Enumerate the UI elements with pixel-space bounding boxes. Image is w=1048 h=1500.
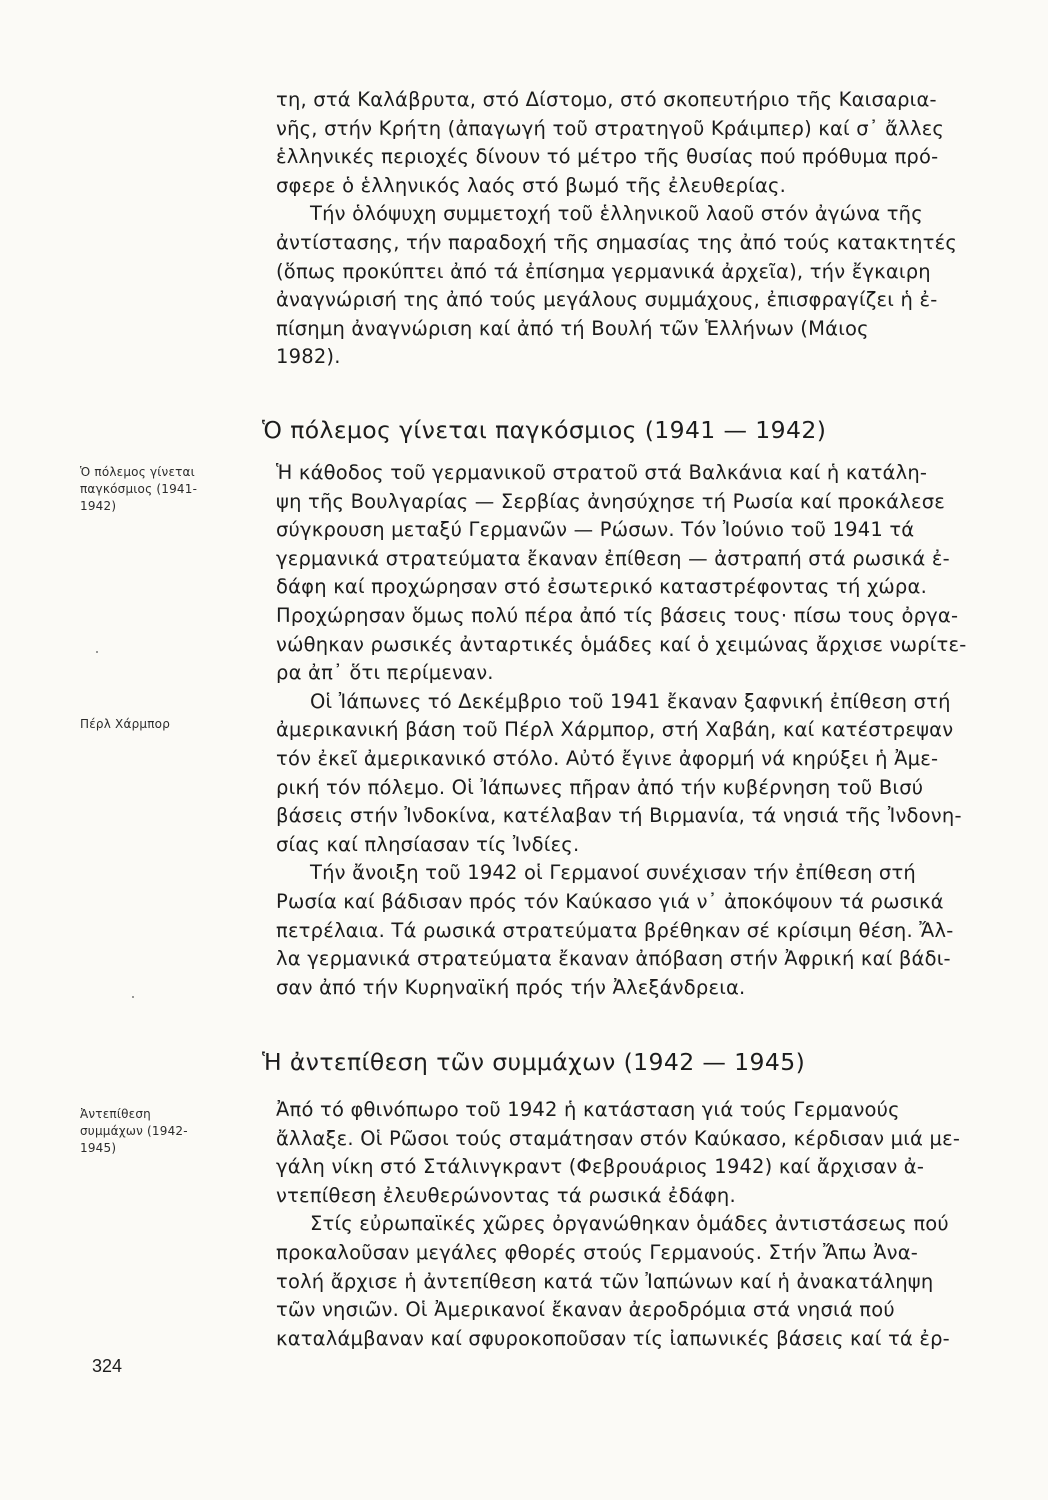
text-line: σαν ἀπό τήν Κυρηναϊκή πρός τήν Ἀλεξάνδρεια.: [276, 975, 746, 999]
text-line: ἄλλαξε. Οἱ Ρῶσοι τούς σταμάτησαν στόν Καύκασο, κέρδισαν μιά με-: [276, 1126, 961, 1150]
print-speck: [96, 651, 98, 653]
text-line: σίας καί πλησίασαν τίς Ἰνδίες.: [276, 832, 580, 856]
page-number: 324: [92, 1356, 123, 1376]
text-line: βάσεις στήν Ἰνδοκίνα, κατέλαβαν τή Βιρμανία, τά νησιά τῆς Ἰνδονη-: [276, 804, 962, 828]
text-line: Προχώρησαν ὅμως πολύ πέρα ἀπό τίς βάσεις τους· πίσω τους ὀργα-: [276, 603, 959, 627]
text-line: γερμανικά στρατεύματα ἔκαναν ἐπίθεση — ἀστραπή στά ρωσικά ἐ-: [276, 546, 950, 570]
text-line: πίσημη ἀναγνώριση καί ἀπό τή Βουλή τῶν Ἑλλήνων (Μάιος: [276, 316, 869, 340]
text-line: γάλη νίκη στό Στάλινγκραντ (Φεβρουάριος 1942) καί ἄρχισαν ἀ-: [276, 1155, 925, 1179]
text-line: τη, στά Καλάβρυτα, στό Δίστομο, στό σκοπευτήριο τῆς Καισαρια-: [276, 88, 937, 111]
text-line: ἀναγνώρισή της ἀπό τούς μεγάλους συμμάχους, ἐπισφραγίζει ἡ ἐ-: [276, 288, 938, 312]
text-line: ψη τῆς Βουλγαρίας — Σερβίας ἀνησύχησε τή Ρωσία καί προκάλεσε: [276, 489, 946, 513]
text-line: σφερε ὁ ἑλληνικός λαός στό βωμό τῆς ἐλευθερίας.: [276, 173, 787, 197]
text-line: Ἀπό τό φθινόπωρο τοῦ 1942 ἡ κατάσταση γιά τούς Γερμανούς: [276, 1098, 900, 1121]
margin-note-pearl-harbor: [80, 716, 240, 733]
text-line: ἀντίστασης, τήν παραδοχή τῆς σημασίας της ἀπό τούς κατακτητές: [276, 230, 957, 254]
text-line: (ὅπως προκύπτει ἀπό τά ἐπίσημα γερμανικά ἀρχεῖα), τήν ἔγκαιρη: [276, 259, 931, 283]
text-line: Οἱ Ἰάπωνες τό Δεκέμβριο τοῦ 1941 ἔκαναν ξαφνική ἐπίθεση στή: [310, 689, 951, 713]
text-line: τόν ἐκεῖ ἀμερικανικό στόλο. Αὐτό ἔγινε ἀφορμή νά κηρύξει ἡ Ἀμε-: [276, 746, 939, 770]
text-line: ἑλληνικές περιοχές δίνουν τό μέτρο τῆς θυσίας πού πρόθυμα πρό-: [276, 145, 939, 169]
text-line: λα γερμανικά στρατεύματα ἔκαναν ἀπόβαση στήν Ἀφρική καί βάδι-: [276, 947, 951, 971]
text-line: νώθηκαν ρωσικές ἀνταρτικές ὁμάδες καί ὁ χειμώνας ἄρχισε νωρίτε-: [276, 632, 967, 656]
text-line: Τήν ὁλόψυχη συμμετοχή τοῦ ἑλληνικοῦ λαοῦ στόν ἀγώνα τῆς: [310, 202, 923, 226]
section-1-body: [276, 459, 1012, 1002]
text-line: πετρέλαια. Τά ρωσικά στρατεύματα βρέθηκαν σέ κρίσιμη θέση. Ἄλ-: [276, 918, 954, 942]
text-line: ρα ἀπ᾽ ὅτι περίμεναν.: [276, 661, 494, 685]
print-speck: [132, 996, 134, 998]
text-line: Ρωσία καί βάδισαν πρός τόν Καύκασο γιά ν᾽ ἀποκόψουν τά ρωσικά: [276, 889, 944, 913]
margin-note-line: παγκόσμιος (1941-: [80, 482, 198, 496]
text-line: προκαλοῦσαν μεγάλες φθορές στούς Γερμανούς. Στήν Ἄπω Ἀνα-: [276, 1240, 919, 1264]
section-heading-counteroffensive: Ἡ ἀντεπίθεση τῶν συμμάχων (1942 — 1945): [262, 1048, 806, 1076]
section-2-body: [276, 1096, 1012, 1353]
margin-note-line: συμμάχων (1942-: [80, 1124, 188, 1138]
text-line: 1982).: [276, 345, 341, 369]
text-line: ντεπίθεση ἐλευθερώνοντας τά ρωσικά ἐδάφη.: [276, 1183, 736, 1207]
margin-note-line: Πέρλ Χάρμπορ: [80, 717, 171, 731]
margin-note-line: 1945): [80, 1141, 117, 1155]
text-line: τῶν νησιῶν. Οἱ Ἀμερικανοί ἔκαναν ἀεροδρόμια στά νησιά πού: [276, 1298, 895, 1322]
text-line: καταλάμβαναν καί σφυροκοποῦσαν τίς ἰαπωνικές βάσεις καί τά ἐρ-: [276, 1326, 950, 1350]
section-heading-world-war: Ὁ πόλεμος γίνεται παγκόσμιος (1941 — 1942): [262, 416, 827, 444]
margin-note-line: 1942): [80, 499, 117, 513]
text-line: τολή ἄρχισε ἡ ἀντεπίθεση κατά τῶν Ἰαπώνων καί ἡ ἀνακατάληψη: [276, 1269, 934, 1293]
text-line: ἀμερικανική βάση τοῦ Πέρλ Χάρμπορ, στή Χαβάη, καί κατέστρεψαν: [276, 718, 954, 742]
margin-note-world-war: [80, 464, 240, 515]
text-line: Ἡ κάθοδος τοῦ γερμανικοῦ στρατοῦ στά Βαλκάνια καί ἡ κατάλη-: [276, 461, 928, 484]
text-line: δάφη καί προχώρησαν στό ἐσωτερικό καταστρέφοντας τή χώρα.: [276, 575, 927, 599]
margin-note-line: Ὁ πόλεμος γίνεται: [80, 465, 195, 479]
text-line: Τήν ἄνοιξη τοῦ 1942 οἱ Γερμανοί συνέχισαν τήν ἐπίθεση στή: [310, 861, 916, 885]
intro-paragraphs: [276, 86, 1012, 372]
text-line: Στίς εὐρωπαϊκές χῶρες ὀργανώθηκαν ὁμάδες ἀντιστάσεως πού: [310, 1212, 949, 1236]
margin-note-counteroffensive: [80, 1106, 240, 1157]
text-line: ρική τόν πόλεμο. Οἱ Ἰάπωνες πῆραν ἀπό τήν κυβέρνηση τοῦ Βισύ: [276, 775, 924, 799]
text-line: νῆς, στήν Κρήτη (ἀπαγωγή τοῦ στρατηγοῦ Κράιμπερ) καί σ᾽ ἄλλες: [276, 116, 945, 140]
text-line: σύγκρουση μεταξύ Γερμανῶν — Ρώσων. Τόν Ἰούνιο τοῦ 1941 τά: [276, 518, 915, 542]
margin-note-line: Ἀντεπίθεση: [80, 1107, 151, 1121]
